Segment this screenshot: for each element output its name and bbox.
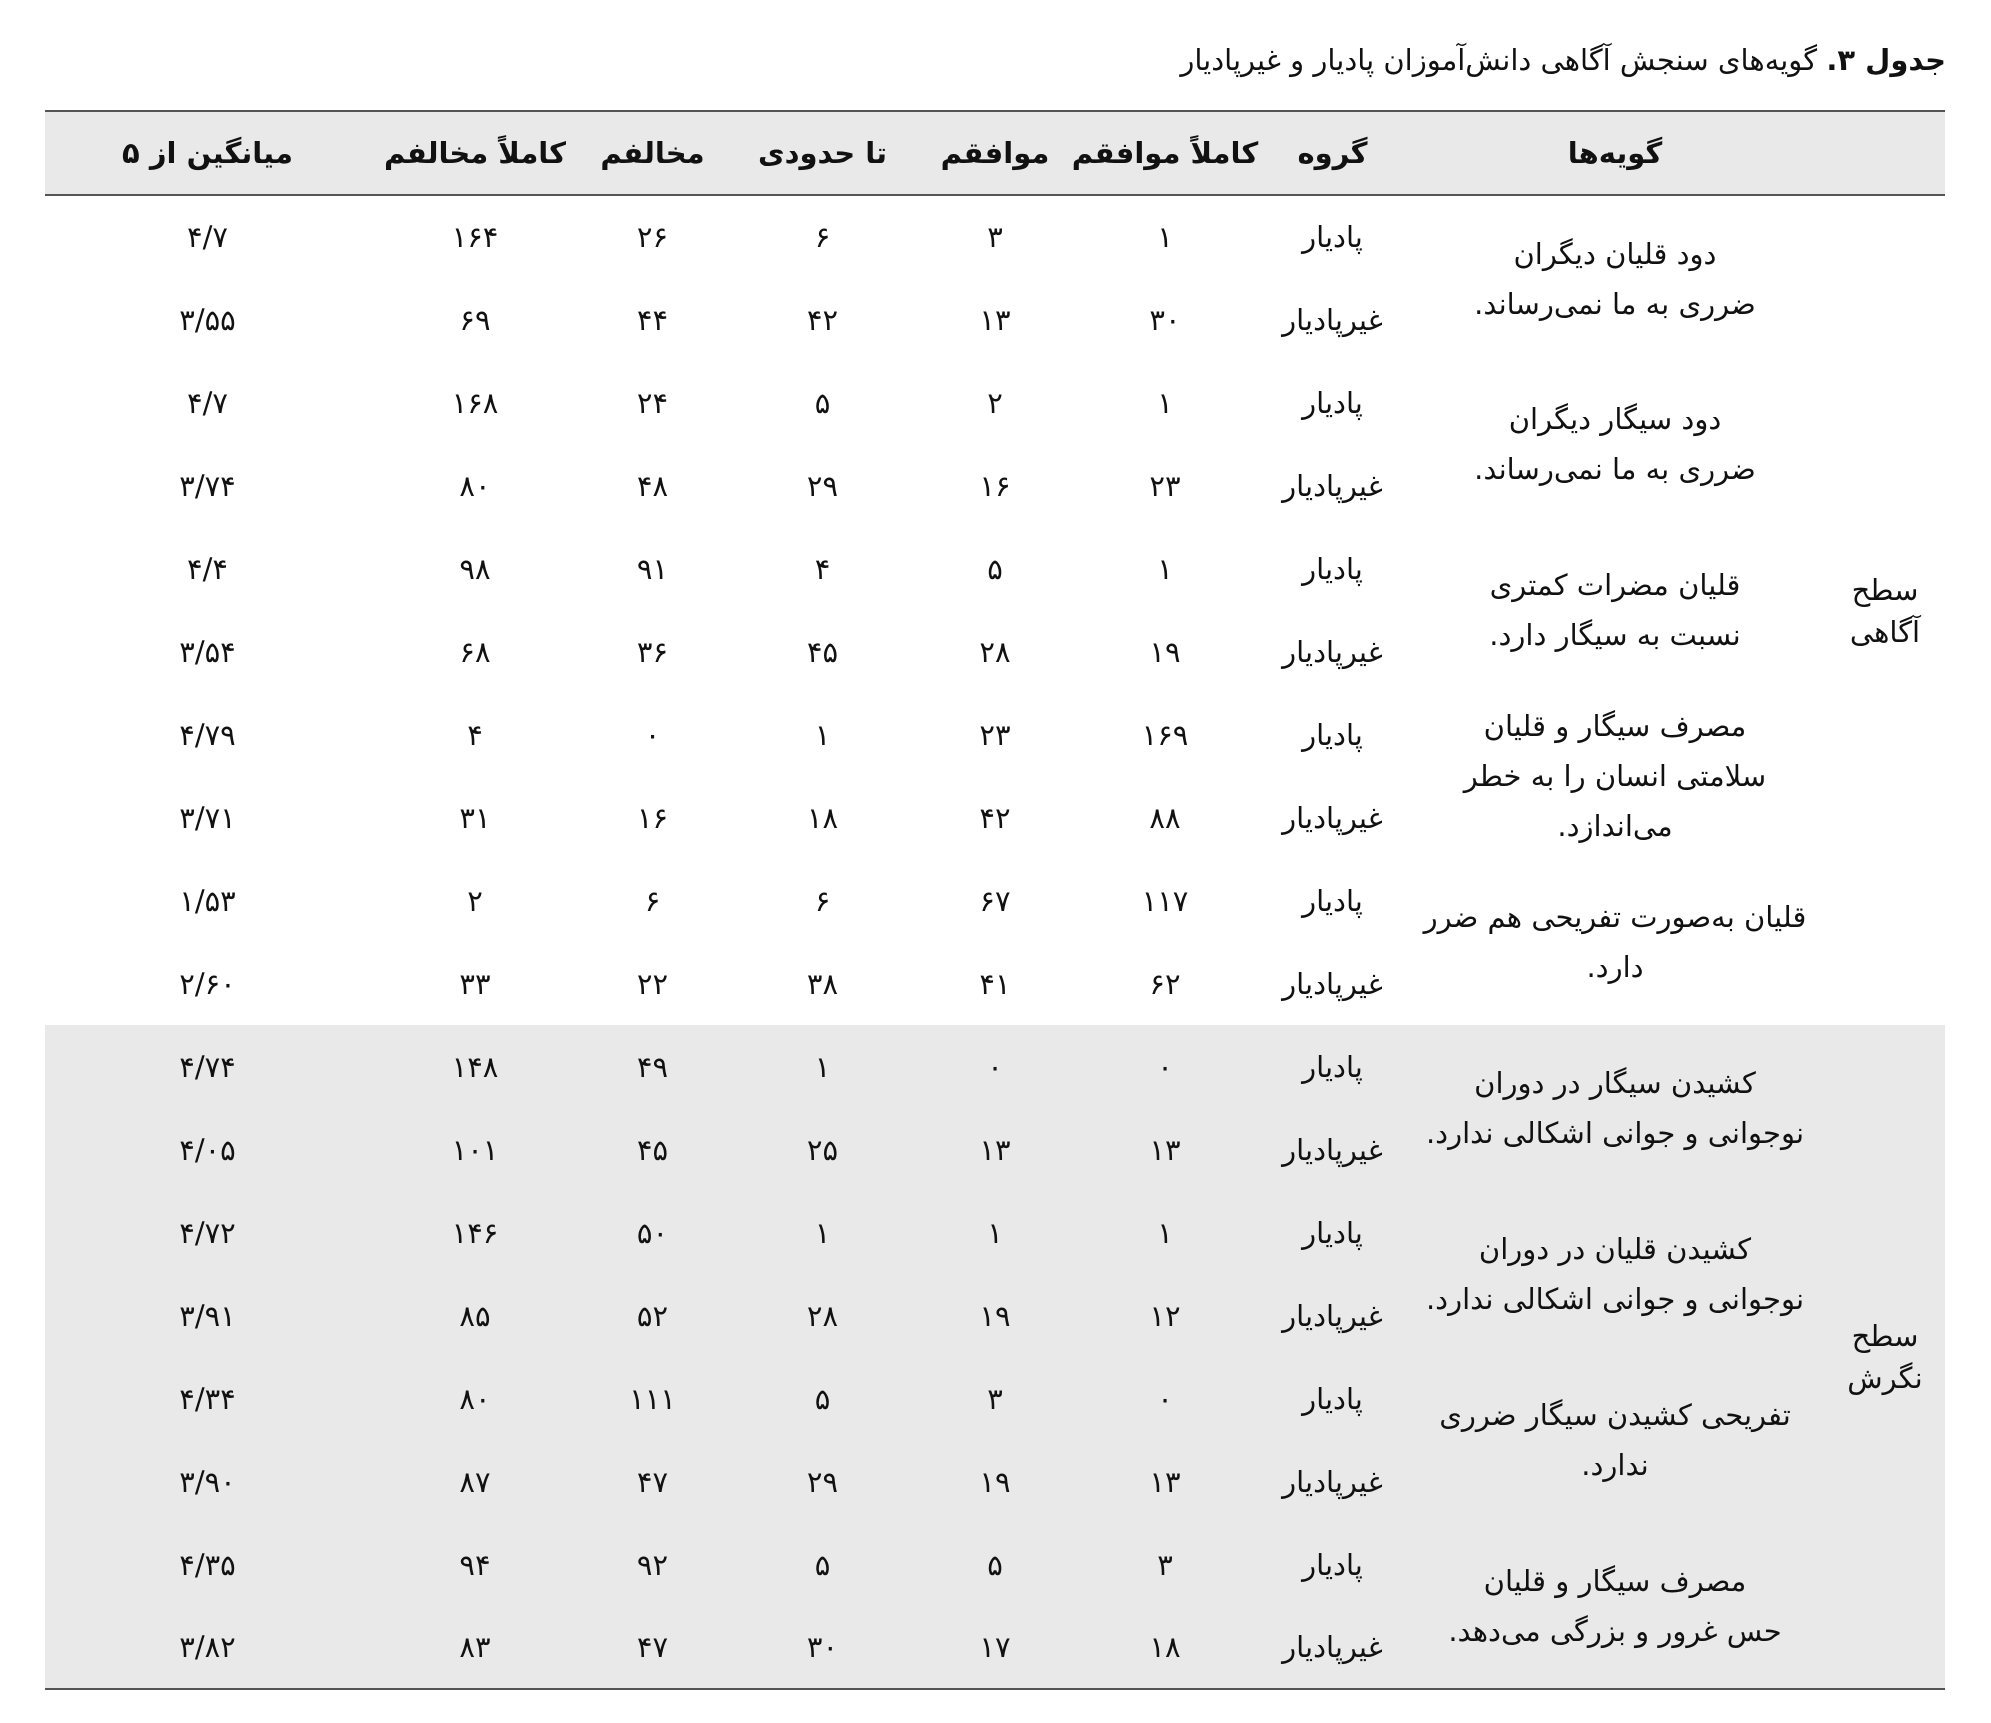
somewhat-cell: ۲۸ xyxy=(725,1274,920,1357)
agree-cell: ۱۳ xyxy=(920,1108,1070,1191)
statement-line: دود سیگار دیگران xyxy=(1508,402,1722,436)
header-strongly-disagree: کاملاً مخالفم xyxy=(370,111,580,195)
statement-line: مصرف سیگار و قلیان xyxy=(1483,1563,1747,1598)
strongly-disagree-cell: ۹۸ xyxy=(459,551,491,586)
strongly-disagree-cell: ۸۳ xyxy=(370,1606,580,1689)
somewhat-cell: ۲۵ xyxy=(725,1108,920,1191)
group-cell: پادیار xyxy=(1302,220,1363,254)
header-group: گروه xyxy=(1260,111,1405,195)
mean-cell: ۴/۷۲ xyxy=(45,1191,370,1274)
header-strongly-agree: کاملاً موافقم xyxy=(1070,111,1260,195)
strongly-agree-cell: ۶۲ xyxy=(1149,966,1181,1001)
statement-line: کشیدن سیگار در دوران xyxy=(1474,1066,1756,1100)
strongly-disagree-cell: ۱۶۴ xyxy=(451,220,499,254)
strongly-agree-cell: ۱۱۷ xyxy=(1141,883,1189,918)
caption-label: جدول ۳. xyxy=(1826,43,1946,77)
mean-cell: ۴/۷۴ xyxy=(45,1025,370,1108)
somewhat-cell: ۱ xyxy=(725,1191,920,1274)
strongly-disagree-cell: ۳۱ xyxy=(459,800,491,835)
mean-cell: ۴/۳۵ xyxy=(45,1523,370,1606)
somewhat-cell: ۵ xyxy=(725,1357,920,1440)
agree-cell: ۱۹ xyxy=(920,1440,1070,1523)
section-label-line: نگرش xyxy=(1847,1360,1923,1395)
header-row xyxy=(45,111,1945,195)
agree-cell: ۲۸ xyxy=(979,634,1011,669)
somewhat-cell: ۱۸ xyxy=(806,800,839,835)
agree-cell: ۱۷ xyxy=(920,1606,1070,1689)
group-cell: پادیار xyxy=(1302,551,1363,586)
strongly-agree-cell: ۱۲ xyxy=(1070,1274,1260,1357)
statement-cell xyxy=(1405,693,1825,859)
mean-cell: ۳/۷۱ xyxy=(179,800,236,835)
statement-line: سلامتی انسان را به خطر می‌اندازد. xyxy=(1463,759,1767,843)
strongly-agree-cell: ۳۰ xyxy=(1149,302,1181,337)
statement-line: کشیدن قلیان در دوران xyxy=(1478,1232,1752,1266)
mean-cell: ۳/۹۱ xyxy=(45,1274,370,1357)
strongly-disagree-cell: ۹۴ xyxy=(370,1523,580,1606)
mean-cell: ۴/۷ xyxy=(187,220,228,254)
mean-cell: ۱/۵۳ xyxy=(179,883,236,918)
header-disagree: مخالفم xyxy=(580,111,725,195)
table-row xyxy=(45,859,1945,942)
agree-cell: ۰ xyxy=(920,1025,1070,1108)
somewhat-cell: ۶ xyxy=(814,220,831,254)
section-label xyxy=(1825,195,1945,1025)
statement-line: نسبت به سیگار دارد. xyxy=(1489,618,1741,652)
strongly-agree-cell: ۱۳ xyxy=(1070,1440,1260,1523)
mean-cell: ۳/۵۴ xyxy=(179,634,236,669)
somewhat-cell: ۳۸ xyxy=(806,966,839,1001)
somewhat-cell: ۲۹ xyxy=(725,1440,920,1523)
section-0 xyxy=(45,195,1945,1025)
header-somewhat: تا حدودی xyxy=(725,111,920,195)
statement-line: حس غرور و بزرگی می‌دهد. xyxy=(1448,1613,1782,1648)
strongly-disagree-cell: ۶۹ xyxy=(459,302,491,337)
statement-cell xyxy=(1405,1523,1825,1689)
group-cell: غیرپادیار xyxy=(1282,302,1383,337)
group-cell: غیرپادیار xyxy=(1282,966,1383,1001)
table-row xyxy=(45,1025,1945,1108)
disagree-cell: ۲۴ xyxy=(636,385,669,420)
strongly-agree-cell: ۸۸ xyxy=(1149,800,1181,835)
disagree-cell: ۶ xyxy=(644,883,661,918)
strongly-agree-cell: ۱ xyxy=(1157,385,1173,420)
table-caption xyxy=(46,38,1946,82)
agree-cell: ۲ xyxy=(987,385,1003,420)
somewhat-cell: ۲۹ xyxy=(806,468,839,503)
section-label-line: سطح xyxy=(1851,1318,1919,1353)
group-cell: غیرپادیار xyxy=(1260,1274,1405,1357)
statement-line: دود قلیان دیگران xyxy=(1513,236,1717,271)
strongly-disagree-cell: ۱۴۸ xyxy=(370,1025,580,1108)
strongly-agree-cell: ۱۹ xyxy=(1149,634,1181,669)
disagree-cell: ۵۰ xyxy=(580,1191,725,1274)
statement-cell xyxy=(1405,195,1825,361)
strongly-agree-cell: ۱ xyxy=(1070,1191,1260,1274)
agree-cell: ۴۱ xyxy=(979,966,1011,1001)
disagree-cell: ۴۵ xyxy=(580,1108,725,1191)
group-cell: پادیار xyxy=(1260,1357,1405,1440)
group-cell: غیرپادیار xyxy=(1282,800,1383,835)
statement-cell xyxy=(1405,1025,1825,1191)
disagree-cell: ۴۹ xyxy=(580,1025,725,1108)
table-row xyxy=(45,693,1945,776)
disagree-cell: ۴۷ xyxy=(580,1606,725,1689)
statement-line: قلیان به‌صورت تفریحی هم ضرر دارد. xyxy=(1423,900,1807,984)
agree-cell: ۲۳ xyxy=(979,717,1011,752)
disagree-cell: ۱۱۱ xyxy=(580,1357,725,1440)
strongly-disagree-cell: ۸۷ xyxy=(370,1440,580,1523)
mean-cell: ۳/۸۲ xyxy=(45,1606,370,1689)
group-cell: پادیار xyxy=(1302,717,1363,752)
somewhat-cell: ۳۰ xyxy=(725,1606,920,1689)
table-row xyxy=(45,361,1945,444)
agree-cell: ۱۳ xyxy=(979,302,1011,337)
disagree-cell: ۱۶ xyxy=(636,800,669,835)
statement-line: نوجوانی و جوانی اشکالی ندارد. xyxy=(1425,1116,1805,1150)
somewhat-cell: ۴۵ xyxy=(806,634,839,669)
statement-line: تفریحی کشیدن سیگار ضرری ندارد. xyxy=(1439,1398,1791,1482)
group-cell: پادیار xyxy=(1260,1025,1405,1108)
strongly-disagree-cell: ۶۸ xyxy=(459,634,491,669)
section-label xyxy=(1825,1025,1945,1689)
strongly-disagree-cell: ۱۰۱ xyxy=(370,1108,580,1191)
disagree-cell: ۳۶ xyxy=(636,634,669,669)
strongly-agree-cell: ۱۸ xyxy=(1070,1606,1260,1689)
header-section xyxy=(1825,111,1945,195)
awareness-table xyxy=(45,110,1945,1690)
disagree-cell: ۲۶ xyxy=(636,220,669,254)
statement-cell xyxy=(1405,859,1825,1025)
somewhat-cell: ۵ xyxy=(725,1523,920,1606)
strongly-disagree-cell: ۴ xyxy=(467,717,483,752)
statement-cell xyxy=(1405,1191,1825,1357)
agree-cell: ۱۹ xyxy=(920,1274,1070,1357)
mean-cell: ۴/۷۹ xyxy=(179,717,236,752)
disagree-cell: ۹۲ xyxy=(580,1523,725,1606)
strongly-agree-cell: ۱ xyxy=(1157,220,1173,254)
strongly-disagree-cell: ۳۳ xyxy=(459,966,491,1001)
mean-cell: ۳/۷۴ xyxy=(179,468,236,503)
somewhat-cell: ۴۲ xyxy=(806,302,839,337)
statement-line: ضرری به ما نمی‌رساند. xyxy=(1474,452,1756,486)
disagree-cell: ۴۴ xyxy=(636,302,669,337)
strongly-disagree-cell: ۱۶۸ xyxy=(451,385,499,420)
disagree-cell: ۴۸ xyxy=(636,468,669,503)
group-cell: غیرپادیار xyxy=(1282,468,1383,503)
table-row xyxy=(45,195,1945,278)
somewhat-cell: ۵ xyxy=(814,385,831,420)
strongly-agree-cell: ۰ xyxy=(1070,1357,1260,1440)
header-agree: موافقم xyxy=(920,111,1070,195)
statement-line: ضرری به ما نمی‌رساند. xyxy=(1474,286,1756,321)
table-row xyxy=(45,1523,1945,1606)
strongly-agree-cell: ۱۶۹ xyxy=(1141,717,1189,752)
caption-text: گویه‌های سنجش آگاهی دانش‌آموزان پادیار و غیرپادیار xyxy=(1180,43,1818,77)
statement-cell xyxy=(1405,1357,1825,1523)
statement-line: مصرف سیگار و قلیان xyxy=(1483,709,1747,743)
disagree-cell: ۰ xyxy=(644,717,661,752)
strongly-agree-cell: ۳ xyxy=(1070,1523,1260,1606)
group-cell: غیرپادیار xyxy=(1282,634,1383,669)
strongly-disagree-cell: ۸۰ xyxy=(370,1357,580,1440)
agree-cell: ۳ xyxy=(987,220,1003,254)
section-label-line: سطح xyxy=(1851,572,1919,607)
group-cell: پادیار xyxy=(1302,385,1363,420)
agree-cell: ۶۷ xyxy=(979,883,1011,918)
strongly-disagree-cell: ۲ xyxy=(467,883,483,918)
table-row xyxy=(45,527,1945,610)
strongly-agree-cell: ۰ xyxy=(1070,1025,1260,1108)
statement-cell xyxy=(1405,361,1825,527)
mean-cell: ۳/۵۵ xyxy=(179,302,236,337)
header-mean: میانگین از ۵ xyxy=(45,111,370,195)
group-cell: پادیار xyxy=(1302,883,1363,918)
table-row xyxy=(45,1357,1945,1440)
mean-cell: ۴/۷ xyxy=(187,385,228,420)
section-label-line: آگاهی xyxy=(1849,614,1921,649)
somewhat-cell: ۱ xyxy=(814,717,831,752)
disagree-cell: ۲۲ xyxy=(636,966,669,1001)
somewhat-cell: ۱ xyxy=(725,1025,920,1108)
agree-cell: ۵ xyxy=(987,551,1003,586)
strongly-disagree-cell: ۸۰ xyxy=(459,468,491,503)
mean-cell: ۴/۰۵ xyxy=(45,1108,370,1191)
statement-line: نوجوانی و جوانی اشکالی ندارد. xyxy=(1425,1282,1805,1316)
disagree-cell: ۵۲ xyxy=(580,1274,725,1357)
agree-cell: ۱۶ xyxy=(979,468,1011,503)
statement-cell xyxy=(1405,527,1825,693)
mean-cell: ۴/۳۴ xyxy=(45,1357,370,1440)
mean-cell: ۳/۹۰ xyxy=(45,1440,370,1523)
table-row xyxy=(45,1191,1945,1274)
group-cell: غیرپادیار xyxy=(1260,1606,1405,1689)
agree-cell: ۵ xyxy=(920,1523,1070,1606)
disagree-cell: ۴۷ xyxy=(580,1440,725,1523)
section-1 xyxy=(45,1025,1945,1689)
strongly-agree-cell: ۱۳ xyxy=(1070,1108,1260,1191)
strongly-disagree-cell: ۸۵ xyxy=(370,1274,580,1357)
somewhat-cell: ۴ xyxy=(814,551,831,586)
somewhat-cell: ۶ xyxy=(814,883,831,918)
group-cell: پادیار xyxy=(1260,1523,1405,1606)
agree-cell: ۱ xyxy=(920,1191,1070,1274)
agree-cell: ۳ xyxy=(920,1357,1070,1440)
agree-cell: ۴۲ xyxy=(979,800,1011,835)
statement-line: قلیان مضرات کمتری xyxy=(1489,568,1741,602)
strongly-agree-cell: ۱ xyxy=(1157,551,1173,586)
strongly-disagree-cell: ۱۴۶ xyxy=(370,1191,580,1274)
header-statements: گویه‌ها xyxy=(1405,111,1825,195)
disagree-cell: ۹۱ xyxy=(636,551,669,586)
strongly-agree-cell: ۲۳ xyxy=(1149,468,1181,503)
mean-cell: ۴/۴ xyxy=(187,551,228,586)
group-cell: پادیار xyxy=(1260,1191,1405,1274)
mean-cell: ۲/۶۰ xyxy=(179,966,236,1001)
group-cell: غیرپادیار xyxy=(1260,1108,1405,1191)
group-cell: غیرپادیار xyxy=(1260,1440,1405,1523)
